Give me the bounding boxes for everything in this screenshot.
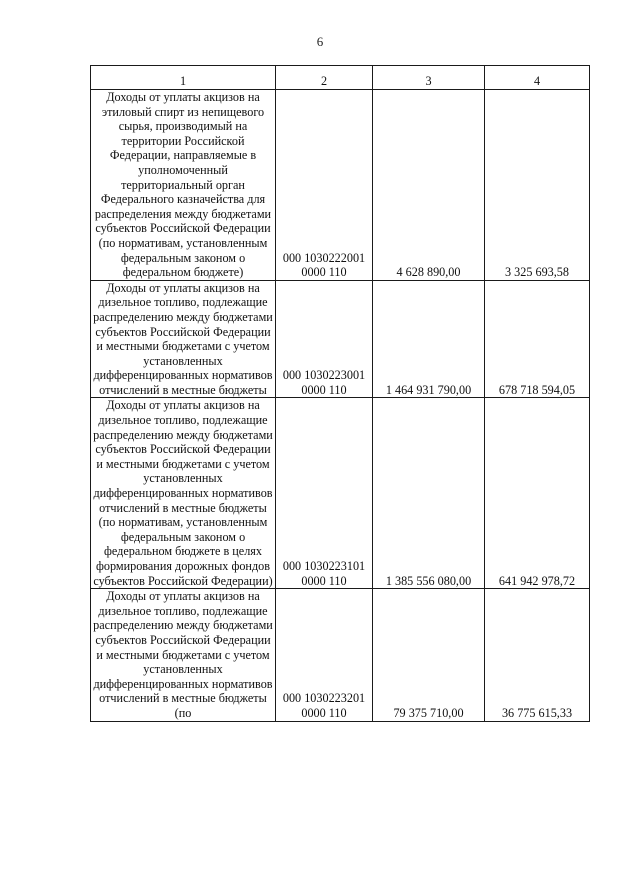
amount-column-4: 3 325 693,58 bbox=[485, 90, 590, 281]
revenue-description: Доходы от уплаты акцизов на дизельное топливо, подлежащие распределению между бюджетами субъектов Российской Федерации и местными бюджетами с учетом установленных дифференцированных нормативов отчислений в местные бюджеты (по нормативам, установленным федеральным законом о федеральном бюджете в целях формирования дорожных фондов субъектов Российской Федерации) bbox=[91, 398, 276, 589]
amount-column-4: 641 942 978,72 bbox=[485, 398, 590, 589]
revenue-description: Доходы от уплаты акцизов на этиловый спирт из непищевого сырья, производимый на территории Российской Федерации, направляемые в уполномоченный территориальный орган Федерального казначейства для распределения между бюджетами субъектов Российской Федерации (по нормативам, установленным федеральным законом о федеральном бюджете) bbox=[91, 90, 276, 281]
budget-classification-code: 000 1030222001 0000 110 bbox=[276, 90, 373, 281]
amount-column-4: 36 775 615,33 bbox=[485, 589, 590, 721]
amount-column-3: 4 628 890,00 bbox=[373, 90, 485, 281]
column-header-1: 1 bbox=[91, 66, 276, 90]
table-row bbox=[91, 280, 590, 398]
amount-column-3: 1 464 931 790,00 bbox=[373, 280, 485, 398]
amount-column-3: 1 385 556 080,00 bbox=[373, 398, 485, 589]
revenue-description: Доходы от уплаты акцизов на дизельное топливо, подлежащие распределению между бюджетами субъектов Российской Федерации и местными бюджетами с учетом установленных дифференцированных нормативов отчислений в местные бюджеты bbox=[91, 280, 276, 398]
table-header-row bbox=[91, 66, 590, 90]
revenue-table bbox=[90, 65, 590, 722]
column-header-2: 2 bbox=[276, 66, 373, 90]
budget-classification-code: 000 1030223101 0000 110 bbox=[276, 398, 373, 589]
budget-classification-code: 000 1030223001 0000 110 bbox=[276, 280, 373, 398]
amount-column-3: 79 375 710,00 bbox=[373, 589, 485, 721]
column-header-3: 3 bbox=[373, 66, 485, 90]
page-number: 6 bbox=[316, 34, 324, 49]
table-row bbox=[91, 589, 590, 721]
column-header-4: 4 bbox=[485, 66, 590, 90]
table-row bbox=[91, 90, 590, 281]
amount-column-4: 678 718 594,05 bbox=[485, 280, 590, 398]
table-row bbox=[91, 398, 590, 589]
revenue-description: Доходы от уплаты акцизов на дизельное топливо, подлежащие распределению между бюджетами субъектов Российской Федерации и местными бюджетами с учетом установленных дифференцированных нормативов отчислений в местные бюджеты (по bbox=[91, 589, 276, 721]
budget-classification-code: 000 1030223201 0000 110 bbox=[276, 589, 373, 721]
